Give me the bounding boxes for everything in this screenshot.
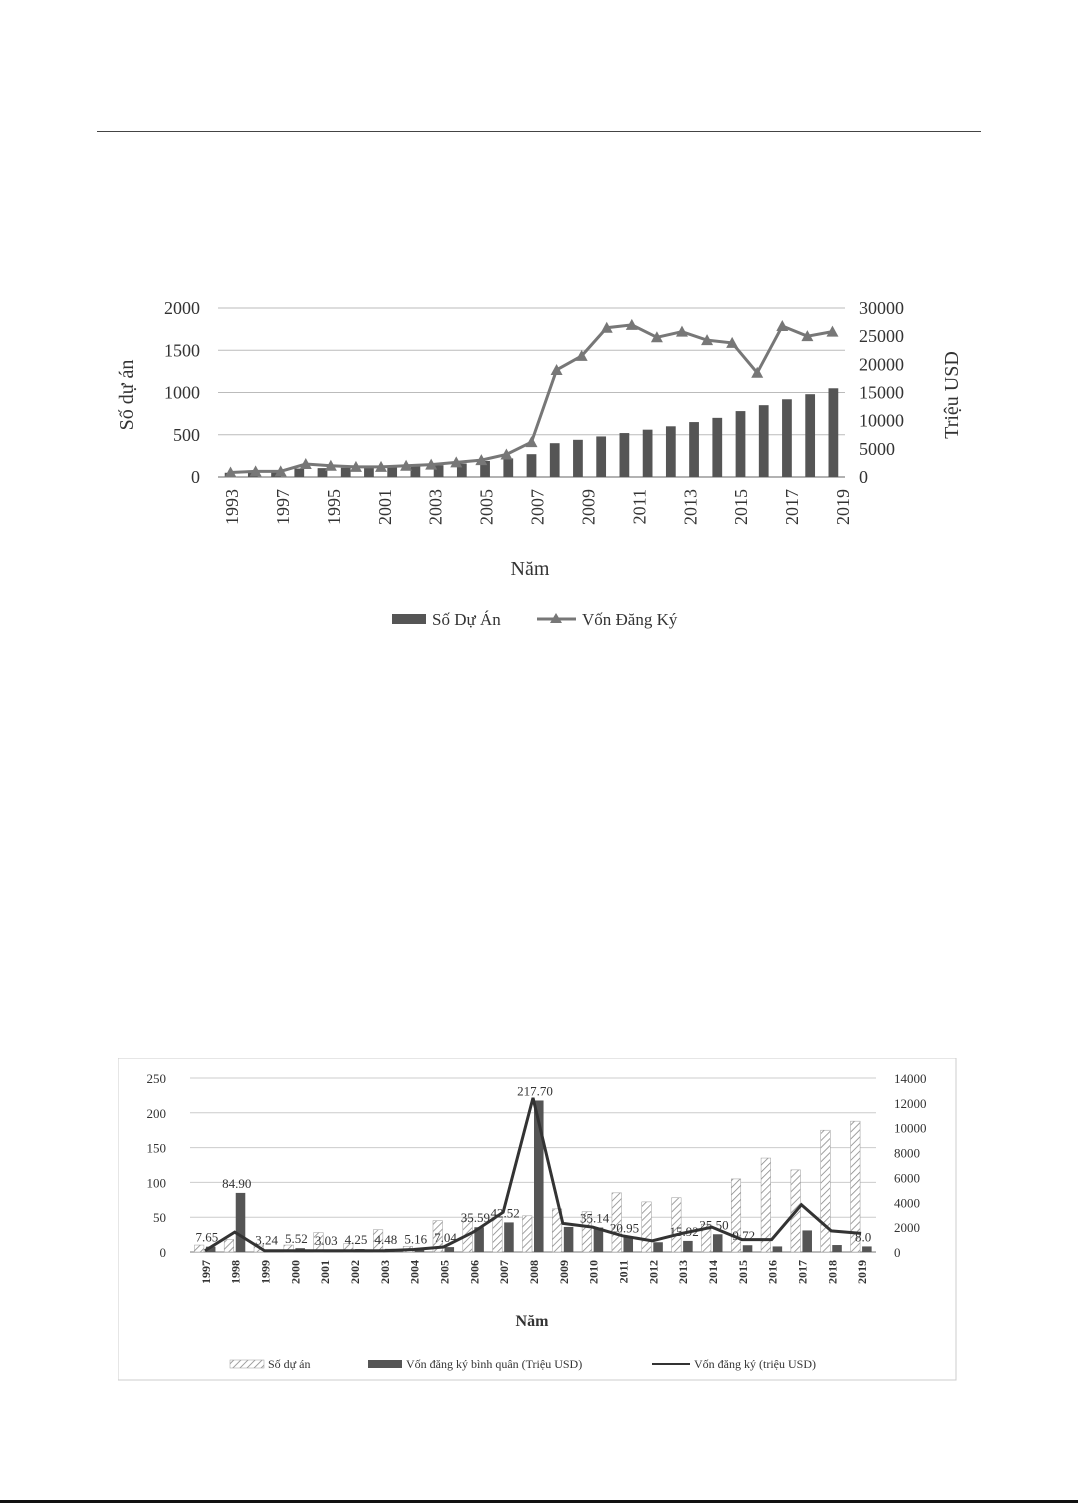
chart2-y2-tick-label: 14000 (894, 1071, 927, 1086)
header-rule (97, 131, 981, 132)
chart2-x-tick-label: 1998 (228, 1260, 243, 1284)
chart2-bar-avg-capital-2016 (773, 1246, 783, 1252)
chart2-data-label-2011: 20.95 (609, 1220, 640, 1236)
chart1-bar-1998 (341, 468, 351, 477)
chart1-x-axis-label: Năm (510, 558, 550, 580)
chart1-y-axis-label: Số dự án (116, 359, 138, 431)
chart2-y-tick-label: 200 (146, 1105, 166, 1121)
chart1-y2-tick-label: 15000 (859, 382, 904, 403)
chart2-y-tick-label: 250 (146, 1071, 166, 1086)
legend-label-capital: Vốn Đăng Ký (582, 610, 678, 629)
chart1-bar-2016 (759, 405, 769, 477)
chart1-legend (392, 610, 678, 629)
chart-projects-and-registered-capital (100, 290, 970, 640)
legend-swatch-projects (392, 614, 426, 624)
chart1-y-tick-label: 0 (191, 467, 200, 487)
legend-swatch-avg-capital (368, 1360, 402, 1368)
chart2-bar-avg-capital-2005 (445, 1247, 455, 1252)
chart1-x-tick-label: 2005 (476, 489, 497, 525)
chart1-y-tick-label: 500 (173, 424, 200, 445)
chart1-x-tick-label: 1997 (272, 489, 293, 525)
chart1-x-tick-label: 2009 (578, 489, 599, 525)
chart2-y2-tick-label: 4000 (894, 1195, 920, 1211)
chart1-y-tick-label: 1500 (164, 340, 200, 361)
chart2-data-label-2002: 4.25 (344, 1232, 368, 1248)
chart2-x-tick-label: 2005 (437, 1260, 452, 1284)
chart2-bar-avg-capital-2012 (653, 1242, 663, 1252)
chart1-bar-2001 (411, 466, 421, 477)
chart2-x-tick-label: 2019 (855, 1260, 870, 1284)
chart2-data-label-2010: 35.14 (580, 1210, 610, 1226)
chart2-bar-projects-1998 (224, 1239, 234, 1252)
chart1-bar-2011 (643, 430, 653, 477)
chart1-bar-2007 (550, 443, 560, 477)
chart2-x-tick-label: 2002 (348, 1260, 363, 1284)
chart2-data-label-2008: 217.70 (517, 1083, 553, 1099)
chart1-bar-1996 (294, 469, 304, 477)
chart1-bar-2005 (503, 458, 513, 477)
chart2-data-label-2006: 35.59 (460, 1210, 490, 1226)
chart2-x-tick-label: 2011 (616, 1260, 631, 1284)
chart2-data-label-2019: 8.0 (854, 1229, 872, 1245)
chart2-bar-avg-capital-2009 (564, 1227, 574, 1252)
chart2-data-label-2014: 25.50 (699, 1217, 729, 1233)
chart2-x-tick-label: 2015 (735, 1260, 750, 1284)
chart1-bar-2017 (782, 399, 792, 477)
chart1-bar-2010 (620, 433, 630, 477)
legend-label-projects: Số Dự Án (432, 610, 501, 629)
chart1-bar-2006 (527, 454, 537, 477)
chart1-bar-2015 (736, 411, 746, 477)
chart2-x-tick-label: 2007 (497, 1260, 512, 1284)
chart1-line-marker-12 (526, 436, 538, 447)
chart2-y-tick-label: 150 (146, 1140, 166, 1156)
chart2-x-tick-label: 2009 (556, 1260, 571, 1284)
chart1-bar-2018 (805, 394, 815, 477)
chart2-y2-tick-label: 0 (894, 1245, 901, 1260)
chart1-grid (218, 308, 845, 477)
chart2-y-tick-label: 100 (146, 1175, 166, 1191)
legend-label-capital-line: Vốn đăng ký (triệu USD) (694, 1357, 816, 1371)
chart1-axes (164, 298, 904, 525)
chart2-x-tick-label: 2017 (795, 1260, 810, 1284)
chart1-x-tick-label: 2011 (629, 489, 650, 525)
chart2-x-tick-label: 2000 (288, 1260, 303, 1284)
chart1-y-tick-label: 2000 (164, 298, 200, 318)
chart2-bar-projects-1997 (194, 1245, 204, 1252)
chart1-bar-2019 (829, 388, 839, 477)
chart2-bar-projects-2007 (493, 1217, 503, 1252)
chart2-bar-avg-capital-2013 (683, 1241, 693, 1252)
chart2-data-label-1997: 7.65 (195, 1229, 219, 1245)
chart1-y2-tick-label: 20000 (859, 354, 904, 375)
chart2-data-label-2015: 9.72 (732, 1228, 756, 1244)
chart2-x-tick-label: 2004 (407, 1260, 422, 1284)
chart2-legend (230, 1357, 816, 1371)
chart2-bar-avg-capital-1998 (236, 1193, 246, 1252)
chart1-bar-2012 (666, 426, 676, 477)
chart1-x-tick-label: 2017 (782, 489, 803, 525)
chart2-bar-projects-2012 (642, 1202, 652, 1252)
chart2-bar-projects-2008 (522, 1216, 532, 1252)
chart1-bar-2014 (712, 418, 722, 477)
chart2-x-tick-label: 2016 (765, 1260, 780, 1284)
chart2-bar-avg-capital-2015 (743, 1245, 753, 1252)
chart2-data-label-2004: 5.16 (404, 1231, 428, 1247)
chart2-bars (194, 1100, 871, 1252)
chart2-x-tick-label: 2006 (467, 1260, 482, 1284)
chart1-x-tick-label: 2001 (374, 489, 395, 525)
chart2-data-label-2007: 42.52 (490, 1205, 520, 1221)
chart1-x-tick-label: 2013 (680, 489, 701, 525)
legend-swatch-projects-hatched (230, 1360, 264, 1368)
chart2-data-label-2001: 3.03 (314, 1232, 338, 1248)
chart2-data-label-2000: 5.52 (285, 1231, 308, 1247)
chart1-x-tick-label: 2015 (731, 489, 752, 525)
chart2-data-label-2003: 4.48 (374, 1231, 398, 1247)
chart2-x-axis-label: Năm (515, 1313, 549, 1330)
chart2-data-label-1999: 3.24 (255, 1232, 278, 1248)
chart2-data-label-2013: 15.92 (669, 1223, 699, 1239)
chart1-bar-2009 (596, 436, 606, 477)
chart2-x-tick-label: 2010 (586, 1260, 601, 1284)
legend-label-avg-capital: Vốn đăng ký bình quân (Triệu USD) (406, 1357, 583, 1371)
chart1-y2-tick-label: 5000 (859, 438, 895, 459)
chart2-y-tick-label: 50 (153, 1210, 166, 1226)
chart1-x-tick-label: 2019 (833, 489, 853, 525)
chart1-x-tick-label: 2003 (425, 489, 446, 525)
chart1-bar-2013 (689, 422, 699, 477)
chart-average-registered-capital (118, 1058, 958, 1382)
chart1-x-tick-label: 2007 (527, 489, 548, 525)
chart2-bar-avg-capital-2011 (623, 1237, 633, 1252)
chart2-y2-tick-label: 2000 (894, 1220, 920, 1236)
chart1-y2-tick-label: 10000 (859, 410, 904, 431)
chart2-y2-tick-label: 8000 (894, 1145, 920, 1161)
chart2-bar-projects-2016 (761, 1158, 771, 1252)
chart2-x-tick-label: 2014 (705, 1260, 720, 1284)
chart1-y2-tick-label: 25000 (859, 326, 904, 347)
chart2-x-tick-label: 2013 (676, 1260, 691, 1284)
chart2-x-tick-label: 2012 (646, 1260, 661, 1284)
chart2-x-tick-label: 1999 (258, 1260, 273, 1284)
chart2-y2-tick-label: 6000 (894, 1170, 920, 1186)
chart2-x-tick-label: 1997 (198, 1260, 213, 1284)
chart2-x-tick-label: 2003 (377, 1260, 392, 1284)
chart1-line-marker-13 (551, 364, 563, 375)
chart1-x-tick-label: 1993 (222, 489, 242, 525)
chart2-bar-avg-capital-2007 (504, 1222, 514, 1252)
chart2-bar-avg-capital-2018 (832, 1245, 842, 1252)
chart1-x-tick-label: 1995 (323, 489, 344, 525)
chart2-y-tick-label: 0 (159, 1245, 166, 1260)
chart1-line-marker-22 (776, 320, 788, 331)
chart2-bar-avg-capital-2019 (862, 1246, 872, 1252)
chart1-bar-1999 (364, 467, 374, 477)
chart2-x-tick-label: 2018 (825, 1260, 840, 1284)
chart1-line (225, 319, 839, 478)
chart1-y2-tick-label: 0 (859, 467, 868, 487)
chart2-x-tick-label: 2008 (527, 1260, 541, 1284)
chart2-bar-projects-2018 (821, 1130, 831, 1252)
chart1-bar-2000 (387, 467, 397, 477)
chart2-bar-avg-capital-2017 (802, 1230, 812, 1252)
chart2-x-tick-label: 2001 (318, 1260, 333, 1284)
chart1-y2-tick-label: 30000 (859, 298, 904, 318)
chart2-y2-tick-label: 12000 (894, 1095, 927, 1111)
chart2-data-label-1998: 84.90 (222, 1175, 252, 1191)
chart2-y2-tick-label: 10000 (894, 1120, 927, 1136)
chart2-bar-avg-capital-2014 (713, 1234, 723, 1252)
legend-label-projects-hatched: Số dự án (268, 1357, 311, 1371)
chart1-y2-axis-label: Triệu USD (941, 351, 963, 439)
chart2-data-label-2005: 7.04 (434, 1230, 457, 1246)
chart1-y-tick-label: 1000 (164, 382, 200, 403)
chart1-bar-2008 (573, 440, 583, 477)
